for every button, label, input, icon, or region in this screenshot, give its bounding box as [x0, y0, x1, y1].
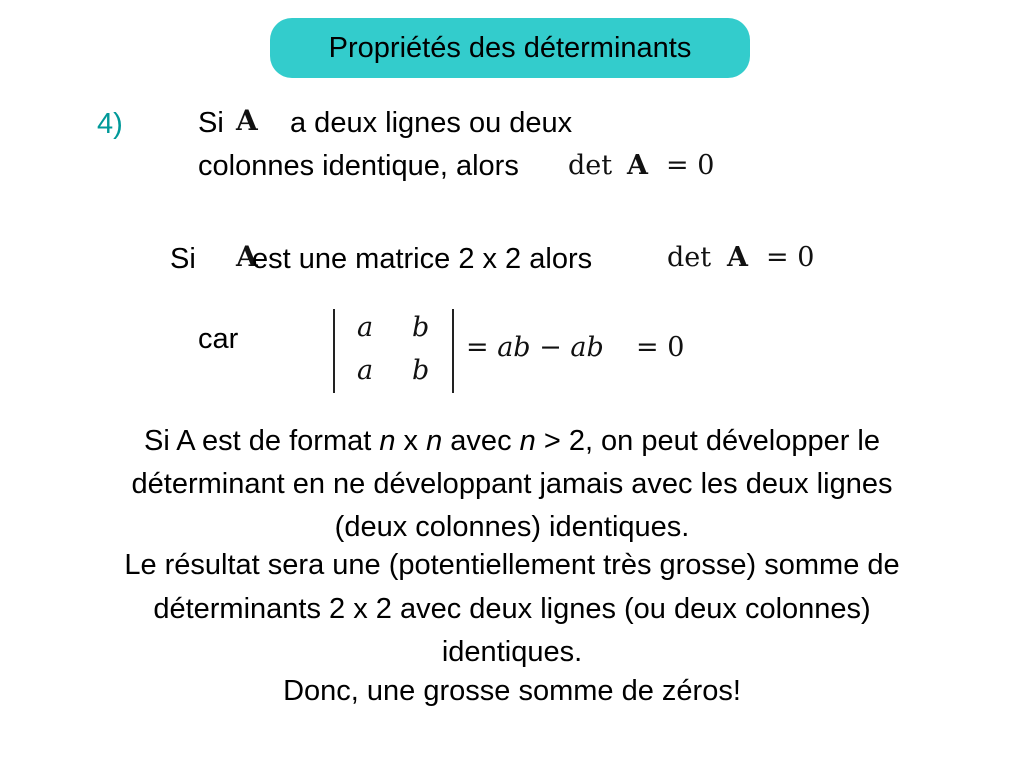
determinant-equals-zero: = 0 [636, 332, 685, 363]
line2-det: det [568, 150, 613, 181]
matrix-cell: b [412, 312, 430, 343]
line3-matrix-symbol: A [236, 240, 258, 273]
paragraph-line-3: (deux colonnes) identiques. [334, 511, 690, 543]
line1-si: Si [198, 107, 224, 139]
determinant-left-bar [333, 309, 335, 393]
paragraph-text: avec [442, 425, 520, 457]
matrix-cell: a [357, 355, 374, 386]
matrix-cell: a [357, 312, 374, 343]
paragraph-line-7: Donc, une grosse somme de zéros! [283, 675, 741, 707]
paragraph-text: x [395, 425, 427, 457]
determinant-expansion: = ab − ab [466, 332, 604, 363]
paragraph-text: > 2, on peut développer le [535, 425, 880, 457]
determinant-right-bar [452, 309, 454, 393]
paragraph-line-5: déterminants 2 x 2 avec deux lignes (ou deux colonnes) [153, 593, 871, 625]
line1-text: a deux lignes ou deux [290, 107, 573, 139]
line3-equals-zero: = 0 [766, 242, 815, 273]
line1-matrix-symbol: A [236, 104, 258, 137]
paragraph-line-2: déterminant en ne développant jamais avec les deux lignes [131, 468, 893, 500]
line3-matrix-symbol-2: A [727, 242, 748, 273]
line3-si: Si [170, 243, 196, 275]
variable-n: n [379, 425, 396, 457]
matrix-cell: b [412, 355, 430, 386]
paragraph-line-6: identiques. [441, 636, 583, 668]
line2-matrix-symbol: A [627, 150, 648, 181]
slide-title [270, 18, 750, 78]
variable-n: n [519, 425, 536, 457]
line2-text: colonnes identique, alors [198, 150, 519, 182]
line3-text: est une matrice 2 x 2 alors [252, 243, 593, 275]
variable-n: n [426, 425, 443, 457]
paragraph-text: Si A est de format [144, 425, 380, 457]
paragraph-line-4: Le résultat sera une (potentiellement très grosse) somme de [124, 549, 900, 581]
line2-equals-zero: = 0 [666, 150, 715, 181]
line3-det: det [667, 242, 712, 273]
line4-car: car [198, 323, 239, 355]
item-number: 4) [97, 108, 123, 140]
paragraph-line-1 [10, 422, 1014, 460]
slide-title-text: Propriétés des déterminants [328, 31, 692, 64]
